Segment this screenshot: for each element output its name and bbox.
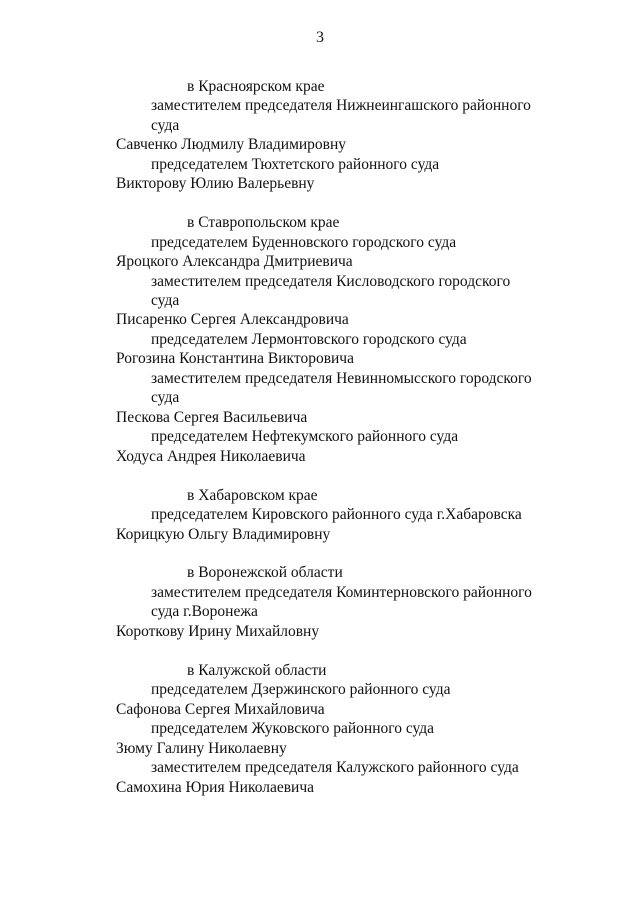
person-name: Писаренко Сергея Александровича: [116, 311, 349, 329]
person-name: Самохина Юрия Николаевича: [116, 778, 315, 796]
position-line: суда г.Воронежа: [151, 603, 258, 621]
region-heading: в Хабаровском крае: [187, 486, 318, 504]
page-number: 3: [316, 29, 324, 46]
position-line: суда: [151, 116, 180, 134]
position-line: председателем Тюхтетского районного суда: [151, 155, 440, 173]
position-line: председателем Жуковского районного суда: [151, 720, 435, 738]
person-name: Савченко Людмилу Владимировну: [116, 136, 347, 154]
region-heading: в Красноярском крае: [187, 78, 325, 95]
position-line: заместителем председателя Невинномысского городского: [151, 369, 532, 387]
position-line: председателем Кировского районного суда г.Хабаровска: [151, 506, 522, 524]
person-name: Ходуса Андрея Николаевича: [116, 447, 306, 465]
person-name: Корицкую Ольгу Владимировну: [116, 525, 331, 543]
position-line: заместителем председателя Коминтерновского районного: [151, 583, 532, 601]
position-line: заместителем председателя Кисловодского городского: [151, 272, 511, 290]
person-name: Рогозина Константина Викторовича: [116, 350, 354, 368]
region-section: [0, 486, 640, 544]
region-heading: в Ставропольском крае: [187, 214, 340, 232]
position-line: председателем Дзержинского районного суда: [151, 681, 451, 699]
position-line: председателем Нефтекумского районного суда: [151, 428, 459, 446]
person-name: Сафонова Сергея Михайловича: [116, 700, 325, 718]
region-heading: в Калужской области: [187, 661, 327, 679]
person-name: Пескова Сергея Васильевича: [116, 408, 308, 426]
region-section: [0, 213, 640, 466]
position-line: заместителем председателя Нижнеингашского районного: [151, 97, 531, 115]
region-section: [0, 77, 640, 194]
person-name: Викторову Юлию Валерьевну: [116, 175, 315, 193]
position-line: суда: [151, 389, 180, 407]
person-name: Зюму Галину Николаевну: [116, 739, 287, 757]
region-section: [0, 661, 640, 797]
position-line: заместителем председателя Калужского районного суда: [151, 759, 519, 777]
region-section: [0, 563, 640, 641]
region-heading: в Воронежской области: [187, 564, 343, 582]
position-line: суда: [151, 292, 180, 310]
person-name: Короткову Ирину Михайловну: [116, 622, 320, 640]
position-line: председателем Лермонтовского городского суда: [151, 330, 467, 348]
appointments-list: [0, 77, 640, 816]
person-name: Яроцкого Александра Дмитриевича: [116, 253, 353, 271]
position-line: председателем Буденновского городского суда: [151, 233, 457, 251]
